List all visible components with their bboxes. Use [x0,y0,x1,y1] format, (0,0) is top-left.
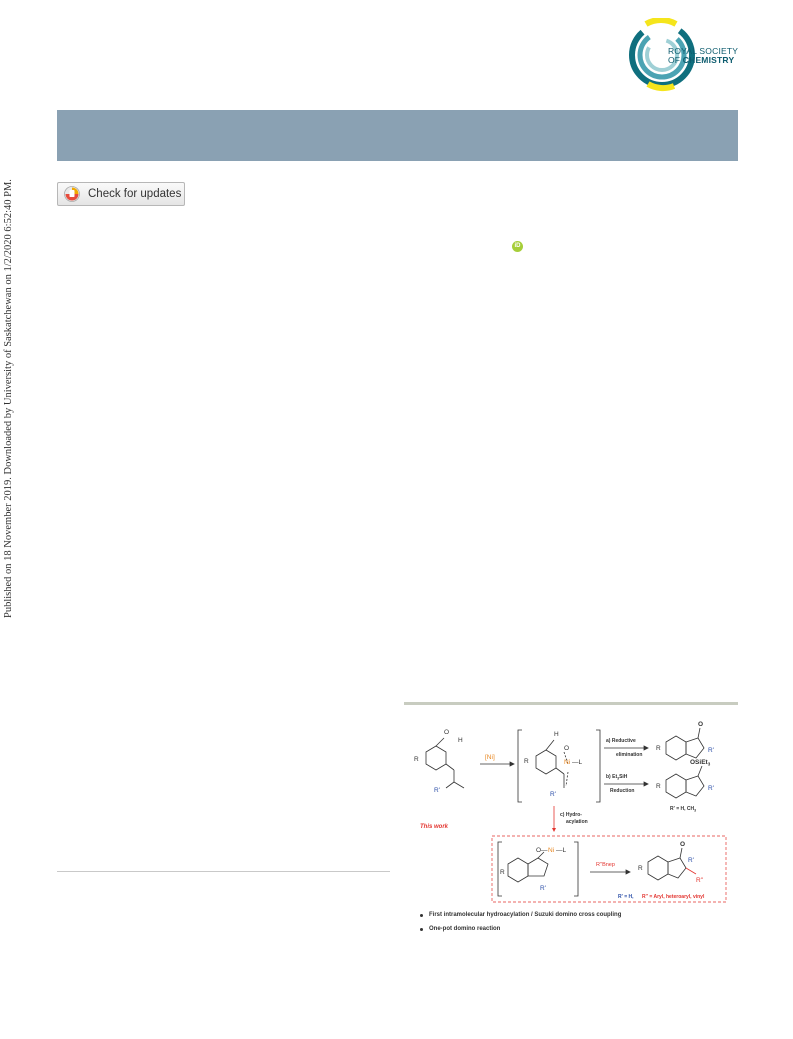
svg-text:[Ni]: [Ni] [485,754,495,761]
svg-text:R: R [524,758,529,765]
svg-text:a) Reductive: a) Reductive [606,738,636,744]
scheme-top-rule [404,702,738,705]
svg-text:R: R [656,745,661,752]
svg-text:R': R' [708,747,714,754]
svg-text:—L: —L [556,847,567,854]
svg-text:R'' = Aryl, heteroaryl, vinyl: R'' = Aryl, heteroaryl, vinyl [642,894,705,900]
svg-text:R: R [638,865,643,872]
svg-text:OSiEt3: OSiEt$_3$ [690,759,711,767]
publisher-name: ROYAL SOCIETY OF CHEMISTRY [668,46,739,65]
svg-text:H: H [458,737,463,744]
svg-text:H: H [554,731,559,738]
svg-text:R: R [656,783,661,790]
svg-text:O—: O— [536,847,548,854]
svg-text:R: R [414,756,419,763]
svg-text:Ni: Ni [548,847,555,854]
svg-text:R': R' [550,791,556,798]
svg-text:R': R' [688,857,694,864]
svg-text:b) Et3SiH: b) $Et_3SiH$ [606,774,628,781]
svg-text:O: O [680,841,686,848]
svg-text:R': R' [708,785,714,792]
svg-text:c) Hydro-: c) Hydro- [560,812,582,818]
header-band [57,110,738,161]
orcid-icon[interactable]: iD [512,241,523,252]
footnote-rule [57,871,390,872]
svg-text:R: R [500,869,505,876]
scheme-bullet-1: First intramolecular hydroacylation / Suzuki domino cross coupling [420,912,621,918]
svg-text:R' = H, CH3: R' = H, $CH_3$ [670,806,697,813]
svg-text:This work: This work [420,824,449,830]
update-badge-icon [64,186,80,202]
svg-text:elimination: elimination [616,752,643,758]
svg-text:R': R' [540,885,546,892]
svg-text:R''Bnep: R''Bnep [596,862,615,868]
svg-text:Reduction: Reduction [610,788,635,794]
svg-text:R': R' [434,787,440,794]
svg-text:O: O [444,729,450,736]
svg-text:—L: —L [572,759,583,766]
publisher-logo [628,18,740,92]
publication-side-note: Published on 18 November 2019. Downloaded by University of Saskatchewan on 1/2/2020 6:52:40 PM. [3,179,14,618]
svg-text:Ni: Ni [564,759,571,766]
svg-text:R' = H,: R' = H, [618,894,634,900]
svg-text:O: O [564,745,570,752]
bullet-dot-icon [420,928,423,931]
check-for-updates-button[interactable] [57,182,185,206]
scheme-bullet-2: One-pot domino reaction [420,926,500,932]
bullet-dot-icon [420,914,423,917]
svg-text:O: O [698,721,704,728]
check-for-updates-label: Check for updates [88,188,182,200]
reaction-scheme [404,712,738,948]
svg-text:acylation: acylation [566,819,588,825]
svg-text:R'': R'' [696,877,704,884]
